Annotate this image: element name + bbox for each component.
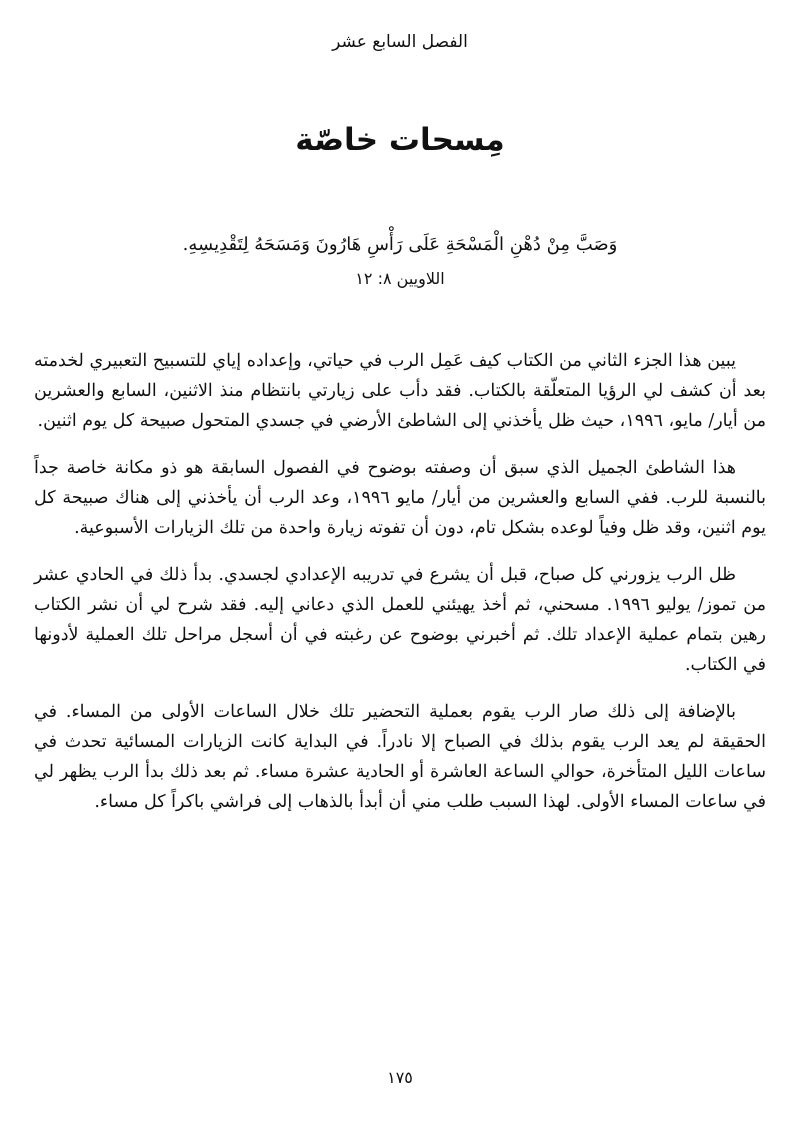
chapter-label: الفصل السابع عشر [332, 32, 468, 52]
paragraph: بالإضافة إلى ذلك صار الرب يقوم بعملية التحضير تلك خلال الساعات الأولى من المساء. في الحقيقة لم يعد الرب يقوم بذلك في الصباح إلا نادراً. في البداية كانت الزيارات المسائية تحدث في ساعات الليل المتأخرة، حوالي الساعة العاشرة أو الحادية عشرة مساء. ثم بعد ذلك بدأ الرب يظهر لي في ساعات المساء الأولى. لهذا السبب طلب مني أن أبدأ بالذهاب إلى فراشي باكراً كل مساء. [34, 702, 766, 812]
paragraph: يبين هذا الجزء الثاني من الكتاب كيف عَمِل الرب في حياتي، وإعداده إياي للتسبيح التعبيري لخدمته بعد أن كشف لي الرؤيا المتعلّقة بالكتاب. فقد دأب على زيارتي بانتظام منذ الاثنين، السابع والعشرين من أيار/ مايو، ١٩٩٦، حيث ظل يأخذني إلى الشاطئ الأرضي في جسدي المتحول صبيحة كل يوم اثنين. [34, 351, 766, 431]
body-text [34, 346, 766, 834]
paragraph: هذا الشاطئ الجميل الذي سبق أن وصفته بوضوح في الفصول السابقة هو ذو مكانة خاصة جداً بالنسبة للرب. ففي السابع والعشرين من أيار/ مايو ١٩٩٦، وعد الرب أن يأخذني إلى هناك صبيحة كل يوم اثنين، وقد ظل وفياً لوعده بشكل تام، دون أن تفوته زيارة واحدة من تلك الزيارات الأسبوعية. [34, 458, 766, 538]
paragraph: ظل الرب يزورني كل صباح، قبل أن يشرع في تدريبه الإعدادي لجسدي. بدأ ذلك في الحادي عشر من تموز/ يوليو ١٩٩٦. مسحني، ثم أخذ يهيئني للعمل الذي دعاني إليه. فقد شرح لي أن نشر الكتاب رهين بتمام عملية الإعداد تلك. ثم أخبرني بوضوح عن رغبته في أن أسجل مراحل تلك العملية لأدونها في الكتاب. [34, 565, 767, 675]
epigraph-verse: وَصَبَّ مِنْ دُهْنِ الْمَسْحَةِ عَلَى رَأْسِ هَارُونَ وَمَسَحَهُ لِتَقْدِيسِهِ. [182, 234, 618, 255]
epigraph [60, 228, 740, 296]
page-number: ١٧٥ [387, 1068, 413, 1087]
epigraph-reference: اللاويين ٨: ١٢ [355, 269, 445, 288]
chapter-title: مِسحات خاصّة [295, 122, 505, 158]
